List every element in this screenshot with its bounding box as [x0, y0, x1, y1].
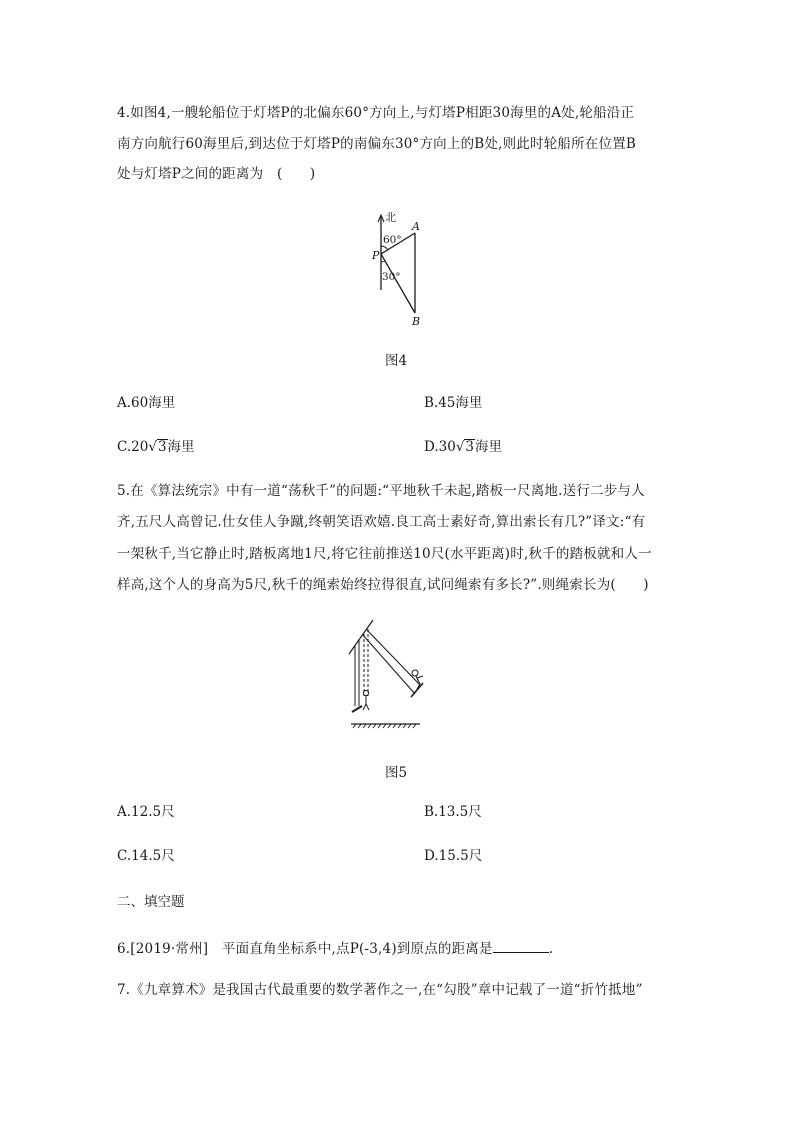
q5-option-b: B.13.5尺 [424, 804, 482, 820]
figure-5 [345, 618, 455, 733]
q5-option-c: C.14.5尺 [117, 848, 175, 864]
figure-4 [360, 205, 440, 330]
angle-30-label: 30° [382, 271, 401, 283]
point-b-label: B [412, 315, 421, 328]
figure-4-caption: 图4 [385, 353, 408, 369]
q5-line-4: 样高,这个人的身高为5尺,秋千的绳索始终拉得很直,试问绳索有多长?”.则绳索长为( ) [117, 577, 649, 593]
q4-option-c-radicand: 3 [157, 439, 167, 455]
board-swing [411, 683, 423, 697]
q4-option-c [117, 437, 195, 457]
board-rest [352, 706, 362, 712]
q4-option-b: B.45海里 [424, 395, 483, 411]
angle-60-label: 60° [383, 234, 402, 246]
north-label: 北 [385, 211, 396, 224]
q4-option-c-prefix: C.20 [117, 439, 149, 455]
q7-line-1: 7.《九章算术》是我国古代最重要的数学著作之一,在“勾股”章中记载了一道“折竹抵地” [117, 982, 643, 998]
q4-line-3: 处与灯塔P之间的距离为 ( ) [117, 166, 316, 182]
sqrt-icon: √ [455, 439, 465, 455]
person-standing-head-icon [363, 690, 368, 695]
q4-option-c-suffix: 海里 [167, 439, 195, 455]
q5-option-a: A.12.5尺 [117, 804, 175, 820]
q4-option-d-prefix: D.30 [424, 439, 456, 455]
rope-swing-upper [363, 635, 415, 694]
section-2-title: 二、填空题 [117, 894, 185, 910]
angle-arc-60 [381, 246, 388, 250]
figure-5-caption: 图5 [385, 765, 408, 781]
person-standing-leg-right [366, 704, 369, 710]
point-p-label: P [372, 249, 380, 262]
q6-suffix: . [548, 941, 554, 957]
q4-line-1: 4.如图4,一艘轮船位于灯塔P的北偏东60°方向上,与灯塔P相距30海里的A处,轮船沿正 [117, 105, 635, 121]
rope-swing-lower [367, 630, 421, 686]
q4-option-d-radicand: 3 [465, 439, 475, 455]
person-arm [417, 676, 423, 678]
q5-line-3: 一架秋千,当它静止时,踏板离地1尺,将它往前推送10尺(水平距离)时,秋千的踏板就和人一 [117, 546, 652, 562]
q5-line-2: 齐,五尺人高曾记.仕女佳人争蹴,终朝笑语欢嬉.良工高士素好奇,算出索长有几?”译文:“有 [117, 514, 646, 530]
q4-option-d [424, 437, 502, 457]
q4-line-2: 南方向航行60海里后,到达位于灯塔P的南偏东30°方向上的B处,则此时轮船所在位置B [117, 136, 637, 152]
q6-answer-blank[interactable] [493, 938, 549, 953]
person-head-icon [412, 670, 418, 676]
person-standing-leg-left [363, 704, 366, 710]
sqrt-icon: √ [148, 439, 157, 455]
q6-text: 6.[2019·常州] 平面直角坐标系中,点P(-3,4)到原点的距离是 [117, 941, 493, 957]
q4-option-d-suffix: 海里 [475, 439, 503, 455]
q5-option-d: D.15.5尺 [424, 848, 483, 864]
q6-line [117, 938, 553, 959]
segment-pb [381, 254, 415, 313]
q4-option-a: A.60海里 [117, 395, 176, 411]
q5-line-1: 5.在《算法统宗》中有一道“荡秋千”的问题:“平地秋千未起,踏板一尺离地.送行二步与人 [117, 483, 645, 499]
point-a-label: A [412, 220, 420, 233]
beam [349, 620, 373, 654]
